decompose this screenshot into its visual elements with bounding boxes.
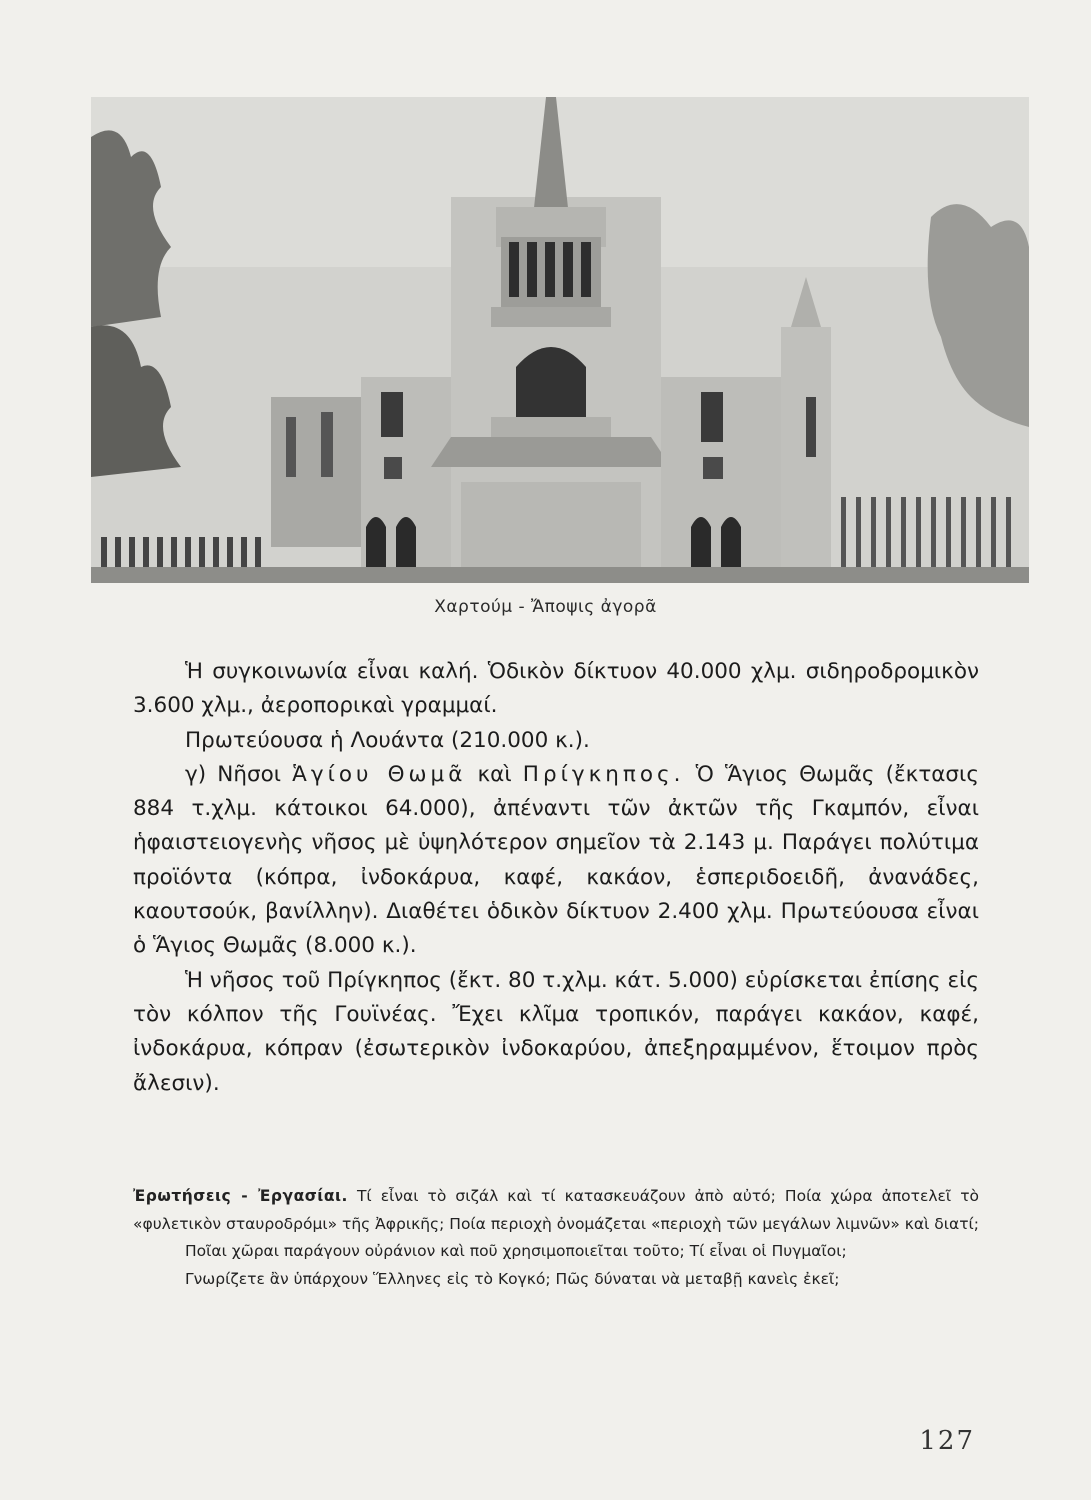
body-text xyxy=(133,655,979,1101)
market-photo xyxy=(91,97,1029,583)
photo-caption: Χαρτούμ - Ἄποψις ἀγορᾶ xyxy=(434,597,657,617)
paragraph-principe: Ἡ νῆσος τοῦ Πρίγκηπος (ἔκτ. 80 τ.χλμ. κάτ. 5.000) εὑρίσκεται ἐπίσης εἰς τὸν κόλπον τῆς Γουϊνέας. Ἔχει κλῖμα τροπικόν, παράγει κακάον, καφέ, ἰνδοκάρυα, κόπραν (ἐσωτερικὸν ἰνδοκαρύου, ἀπεξηραμμένον, ἕτοιμον πρὸς ἄλεσιν). xyxy=(133,967,979,1096)
question-2: Ποῖαι χῶραι παράγουν οὐράνιον καὶ ποῦ χρησιμοποιεῖται τοῦτο; Τί εἶναι οἱ Πυγμαῖοι; xyxy=(185,1242,847,1260)
question-1-text: Τί εἶναι τὸ σιζάλ καὶ τί κατασκευάζουν ἀπὸ αὐτό; Ποία χώρα ἀποτελεῖ τὸ «φυλετικὸν σταυροδρόμι» τῆς Ἀφρικῆς; Ποία περιοχὴ ὀνομάζεται «περιοχὴ τῶν μεγάλων λιμνῶν» καὶ διατί; xyxy=(133,1187,980,1233)
questions-section xyxy=(133,1183,979,1293)
island-name-saint-thomas: Ἁγίου Θωμᾶ xyxy=(292,761,467,787)
market-building-illustration xyxy=(91,97,1029,583)
paragraph-capital: Πρωτεύουσα ἡ Λουάντα (210.000 κ.). xyxy=(185,727,590,753)
island-name-principe: Πρίγκηπος. xyxy=(522,761,685,787)
paragraph-islands xyxy=(133,758,979,964)
question-1 xyxy=(133,1183,979,1238)
conjunction: καὶ xyxy=(477,761,512,787)
questions-heading: Ἐρωτήσεις - Ἐργασίαι. xyxy=(133,1187,348,1205)
islands-description: Ὁ Ἅγιος Θωμᾶς (ἔκτασις 884 τ.χλμ. κάτοικοι 64.000), ἀπέναντι τῶν ἀκτῶν τῆς Γκαμπόν, εἶναι ἡφαιστειογενὴς νῆσος μὲ ὑψηλότερον σημεῖον τὰ 2.143 μ. Παράγει πολύτιμα προϊόντα (κόπρα, ἰνδοκάρυα, καφέ, κακάον, ἑσπεριδοειδῆ, ἀνανάδες, καουτσούκ, βανίλλην). Διαθέτει ὁδικὸν δίκτυον 2.400 χλμ. Πρωτεύουσα εἶναι ὁ Ἅγιος Θωμᾶς (8.000 κ.). xyxy=(133,761,979,959)
page-number: 127 xyxy=(919,1426,975,1456)
section-label: γ) Νῆσοι xyxy=(185,761,282,787)
paragraph-communications: Ἡ συγκοινωνία εἶναι καλή. Ὁδικὸν δίκτυον 40.000 χλμ. σιδηροδρομικὸν 3.600 χλμ., ἀεροπορικαὶ γραμμαί. xyxy=(133,659,979,719)
question-3: Γνωρίζετε ἂν ὑπάρχουν Ἕλληνες εἰς τὸ Κογκό; Πῶς δύναται νὰ μεταβῇ κανεὶς ἐκεῖ; xyxy=(185,1269,840,1288)
